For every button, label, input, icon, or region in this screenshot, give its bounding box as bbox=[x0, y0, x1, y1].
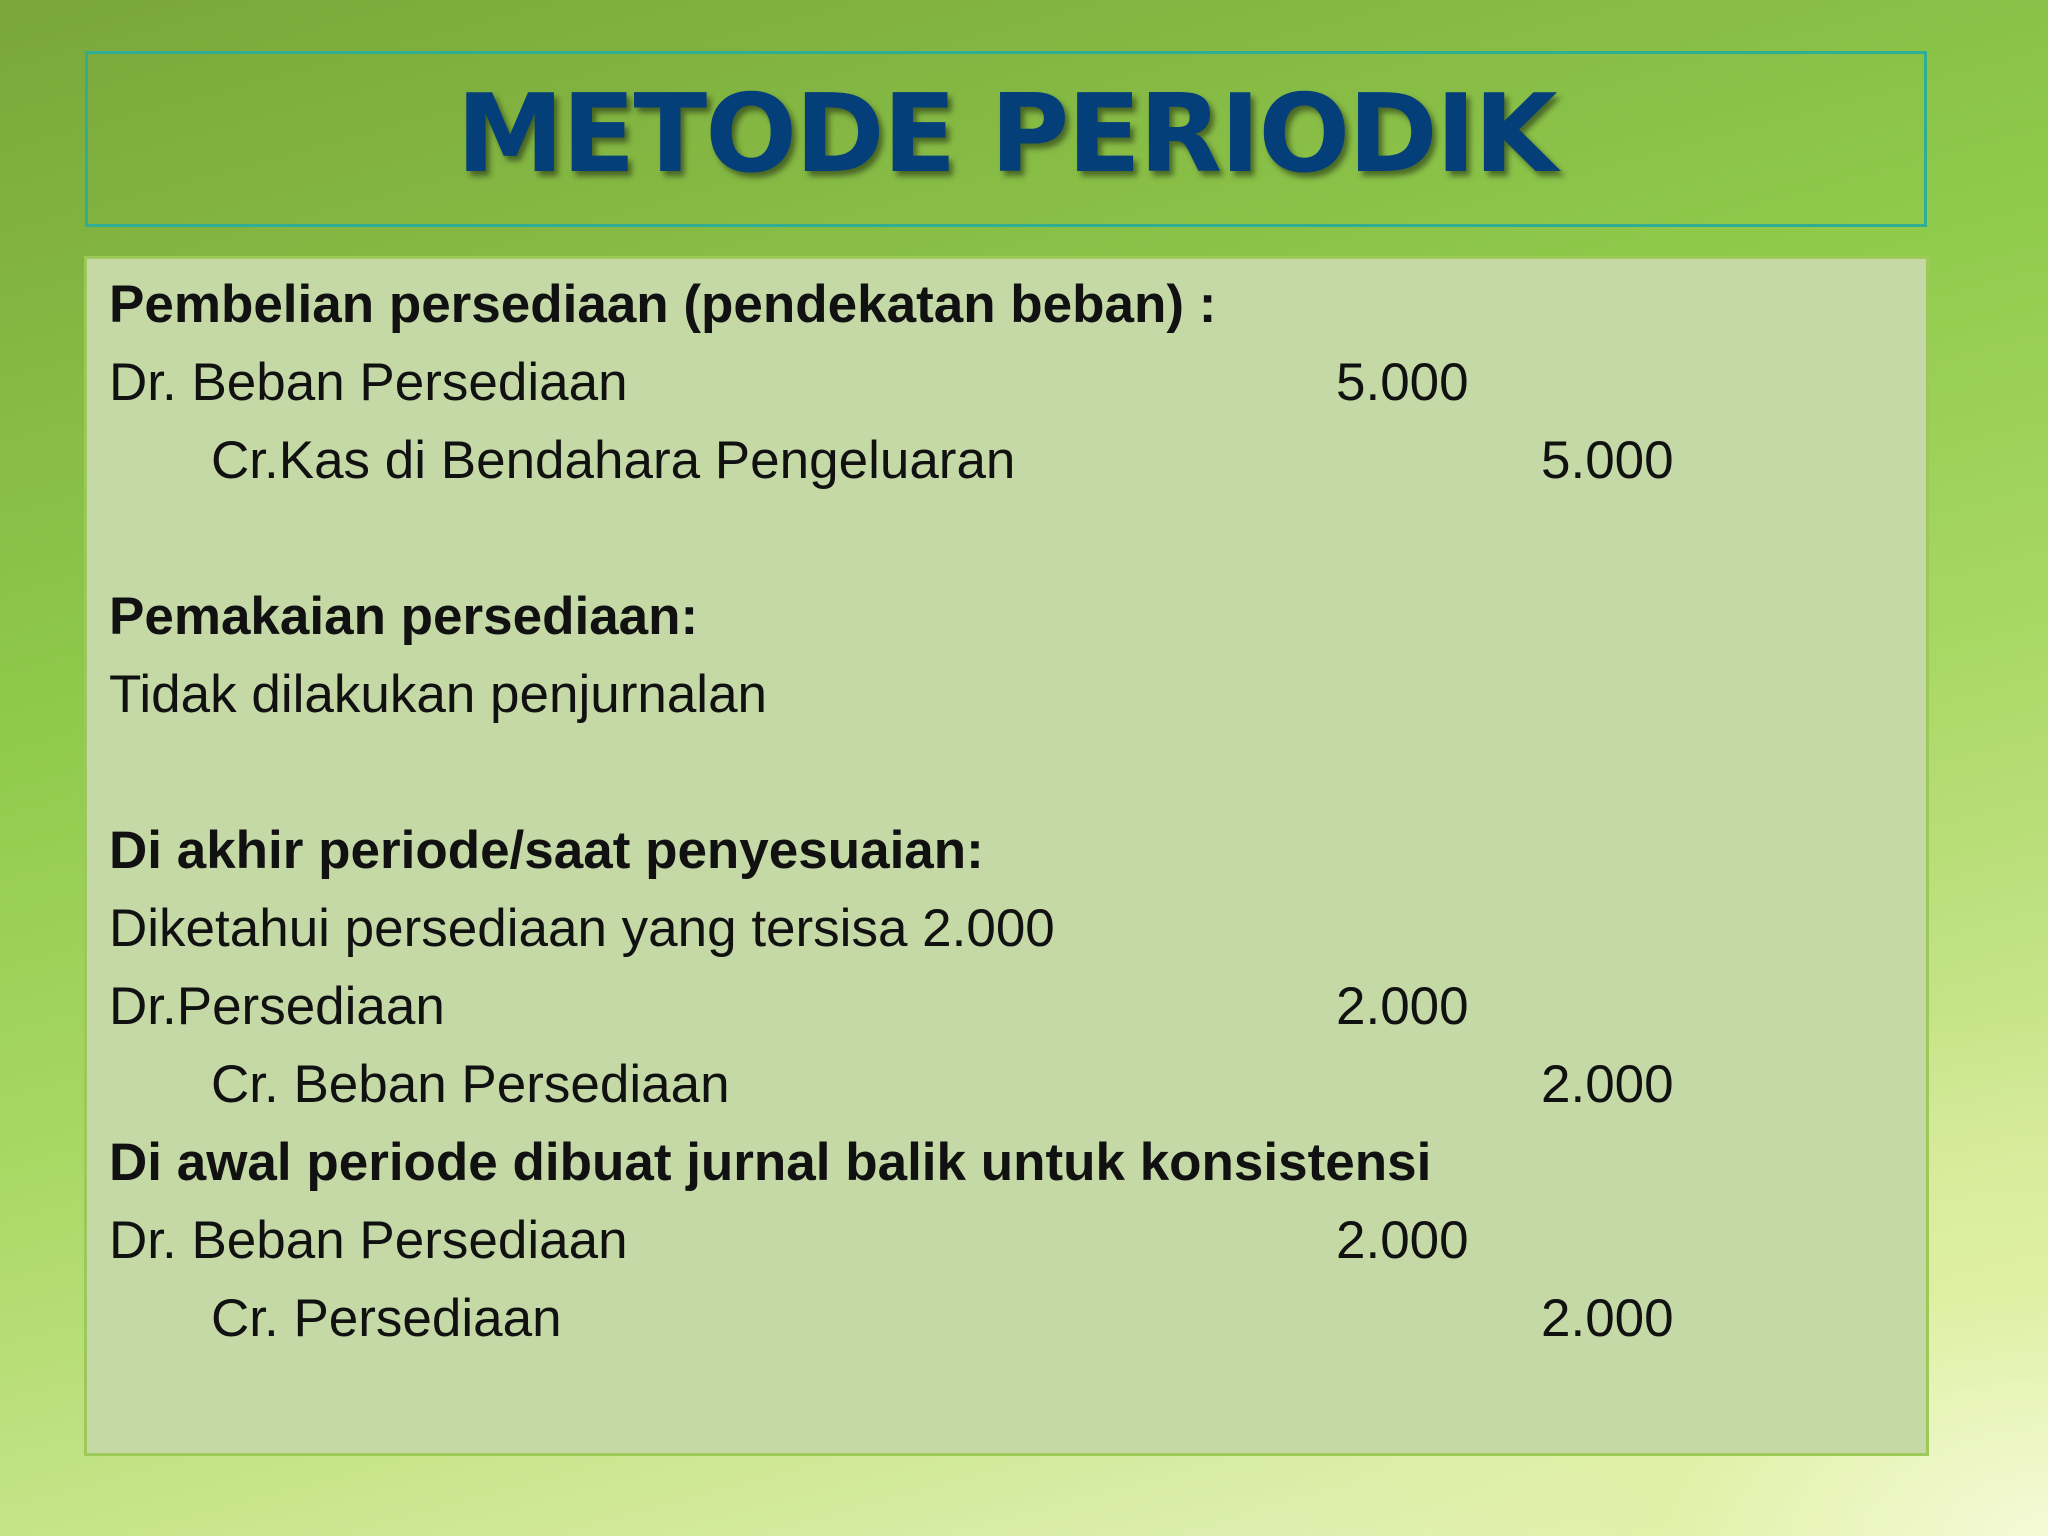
slide-title: METODE PERIODIK bbox=[456, 72, 1556, 197]
adjustment-note: Diketahui persediaan yang tersisa 2.000 bbox=[109, 899, 1055, 958]
reversal-debit-account: Dr. Beban Persediaan bbox=[109, 1211, 628, 1270]
usage-note: Tidak dilakukan penjurnalan bbox=[109, 665, 768, 724]
content-box bbox=[84, 256, 1929, 1456]
purchase-debit-amount: 5.000 bbox=[1336, 353, 1469, 412]
purchase-debit-account: Dr. Beban Persediaan bbox=[109, 353, 628, 412]
reversal-credit-account: Cr. Persediaan bbox=[211, 1289, 562, 1348]
purchase-credit-account: Cr.Kas di Bendahara Pengeluaran bbox=[211, 431, 1016, 490]
adjustment-debit-account: Dr.Persediaan bbox=[109, 977, 445, 1036]
reversal-credit-amount: 2.000 bbox=[1541, 1289, 1674, 1348]
adjustment-credit-account: Cr. Beban Persediaan bbox=[211, 1055, 730, 1114]
adjustment-credit-amount: 2.000 bbox=[1541, 1055, 1674, 1114]
purchase-credit-amount: 5.000 bbox=[1541, 431, 1674, 490]
adjustment-heading: Di akhir periode/saat penyesuaian: bbox=[109, 821, 984, 880]
adjustment-debit-amount: 2.000 bbox=[1336, 977, 1469, 1036]
title-box bbox=[85, 51, 1927, 227]
usage-heading: Pemakaian persediaan: bbox=[109, 587, 699, 646]
reversal-heading: Di awal periode dibuat jurnal balik untuk konsistensi bbox=[109, 1133, 1432, 1192]
purchase-heading: Pembelian persediaan (pendekatan beban) : bbox=[109, 275, 1217, 334]
reversal-debit-amount: 2.000 bbox=[1336, 1211, 1469, 1270]
